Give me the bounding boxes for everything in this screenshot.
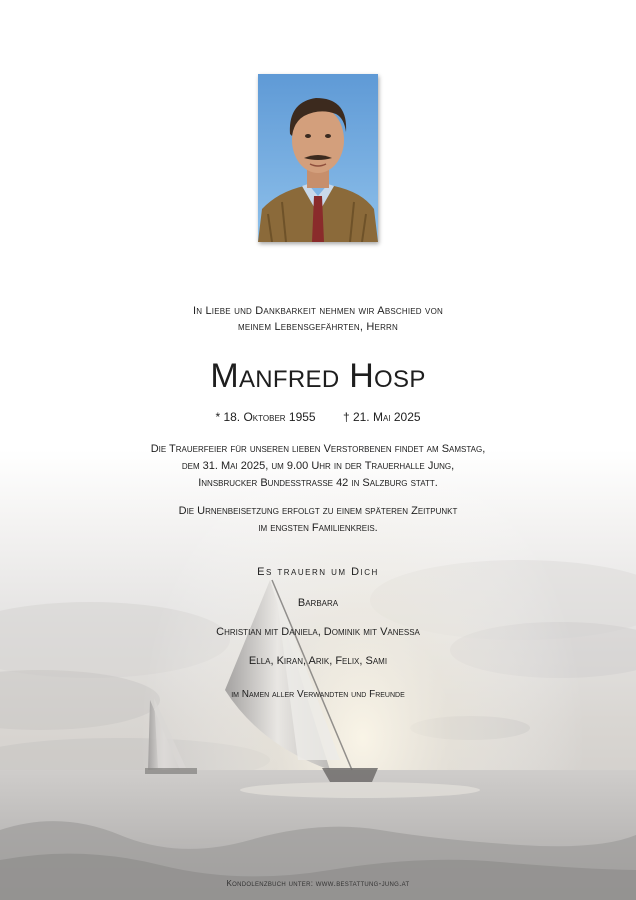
intro-line-2: meinem Lebensgefährten, Herrn bbox=[237, 321, 398, 333]
intro-line-1: In Liebe und Dankbarkeit nehmen wir Abschied von bbox=[193, 305, 443, 317]
mourners-closing: im Namen aller Verwandten und Freunde bbox=[231, 689, 405, 700]
birth-date: * 18. Oktober 1955 bbox=[215, 410, 316, 424]
ceremony-line-2: dem 31. Mai 2025, um 9.00 Uhr in der Trauerhalle Jung, bbox=[181, 460, 455, 472]
deceased-name: Manfred Hosp bbox=[210, 357, 426, 395]
mourners-heading: Es trauern um Dich bbox=[257, 566, 379, 578]
portrait-photo bbox=[258, 74, 378, 242]
urn-line-1: Die Urnenbeisetzung erfolgt zu einem späteren Zeitpunkt bbox=[178, 505, 458, 517]
mourners-line-3: Ella, Kiran, Arik, Felix, Sami bbox=[248, 655, 388, 667]
urn-line-2: im engsten Familienkreis. bbox=[258, 522, 378, 534]
death-date: † 21. Mai 2025 bbox=[342, 410, 421, 424]
life-dates bbox=[0, 410, 636, 424]
ceremony-line-1: Die Trauerfeier für unseren lieben Verstorbenen findet am Samstag, bbox=[150, 443, 486, 455]
ceremony-line-3: Innsbrucker Bundesstrasse 42 in Salzburg statt. bbox=[198, 477, 438, 489]
condolence-book-link[interactable]: Kondolenzbuch unter: www.bestattung-jung.at bbox=[226, 879, 410, 888]
mourners-line-1: Barbara bbox=[297, 597, 339, 609]
mourners-line-2: Christian mit Daniela, Dominik mit Vanessa bbox=[216, 626, 420, 638]
